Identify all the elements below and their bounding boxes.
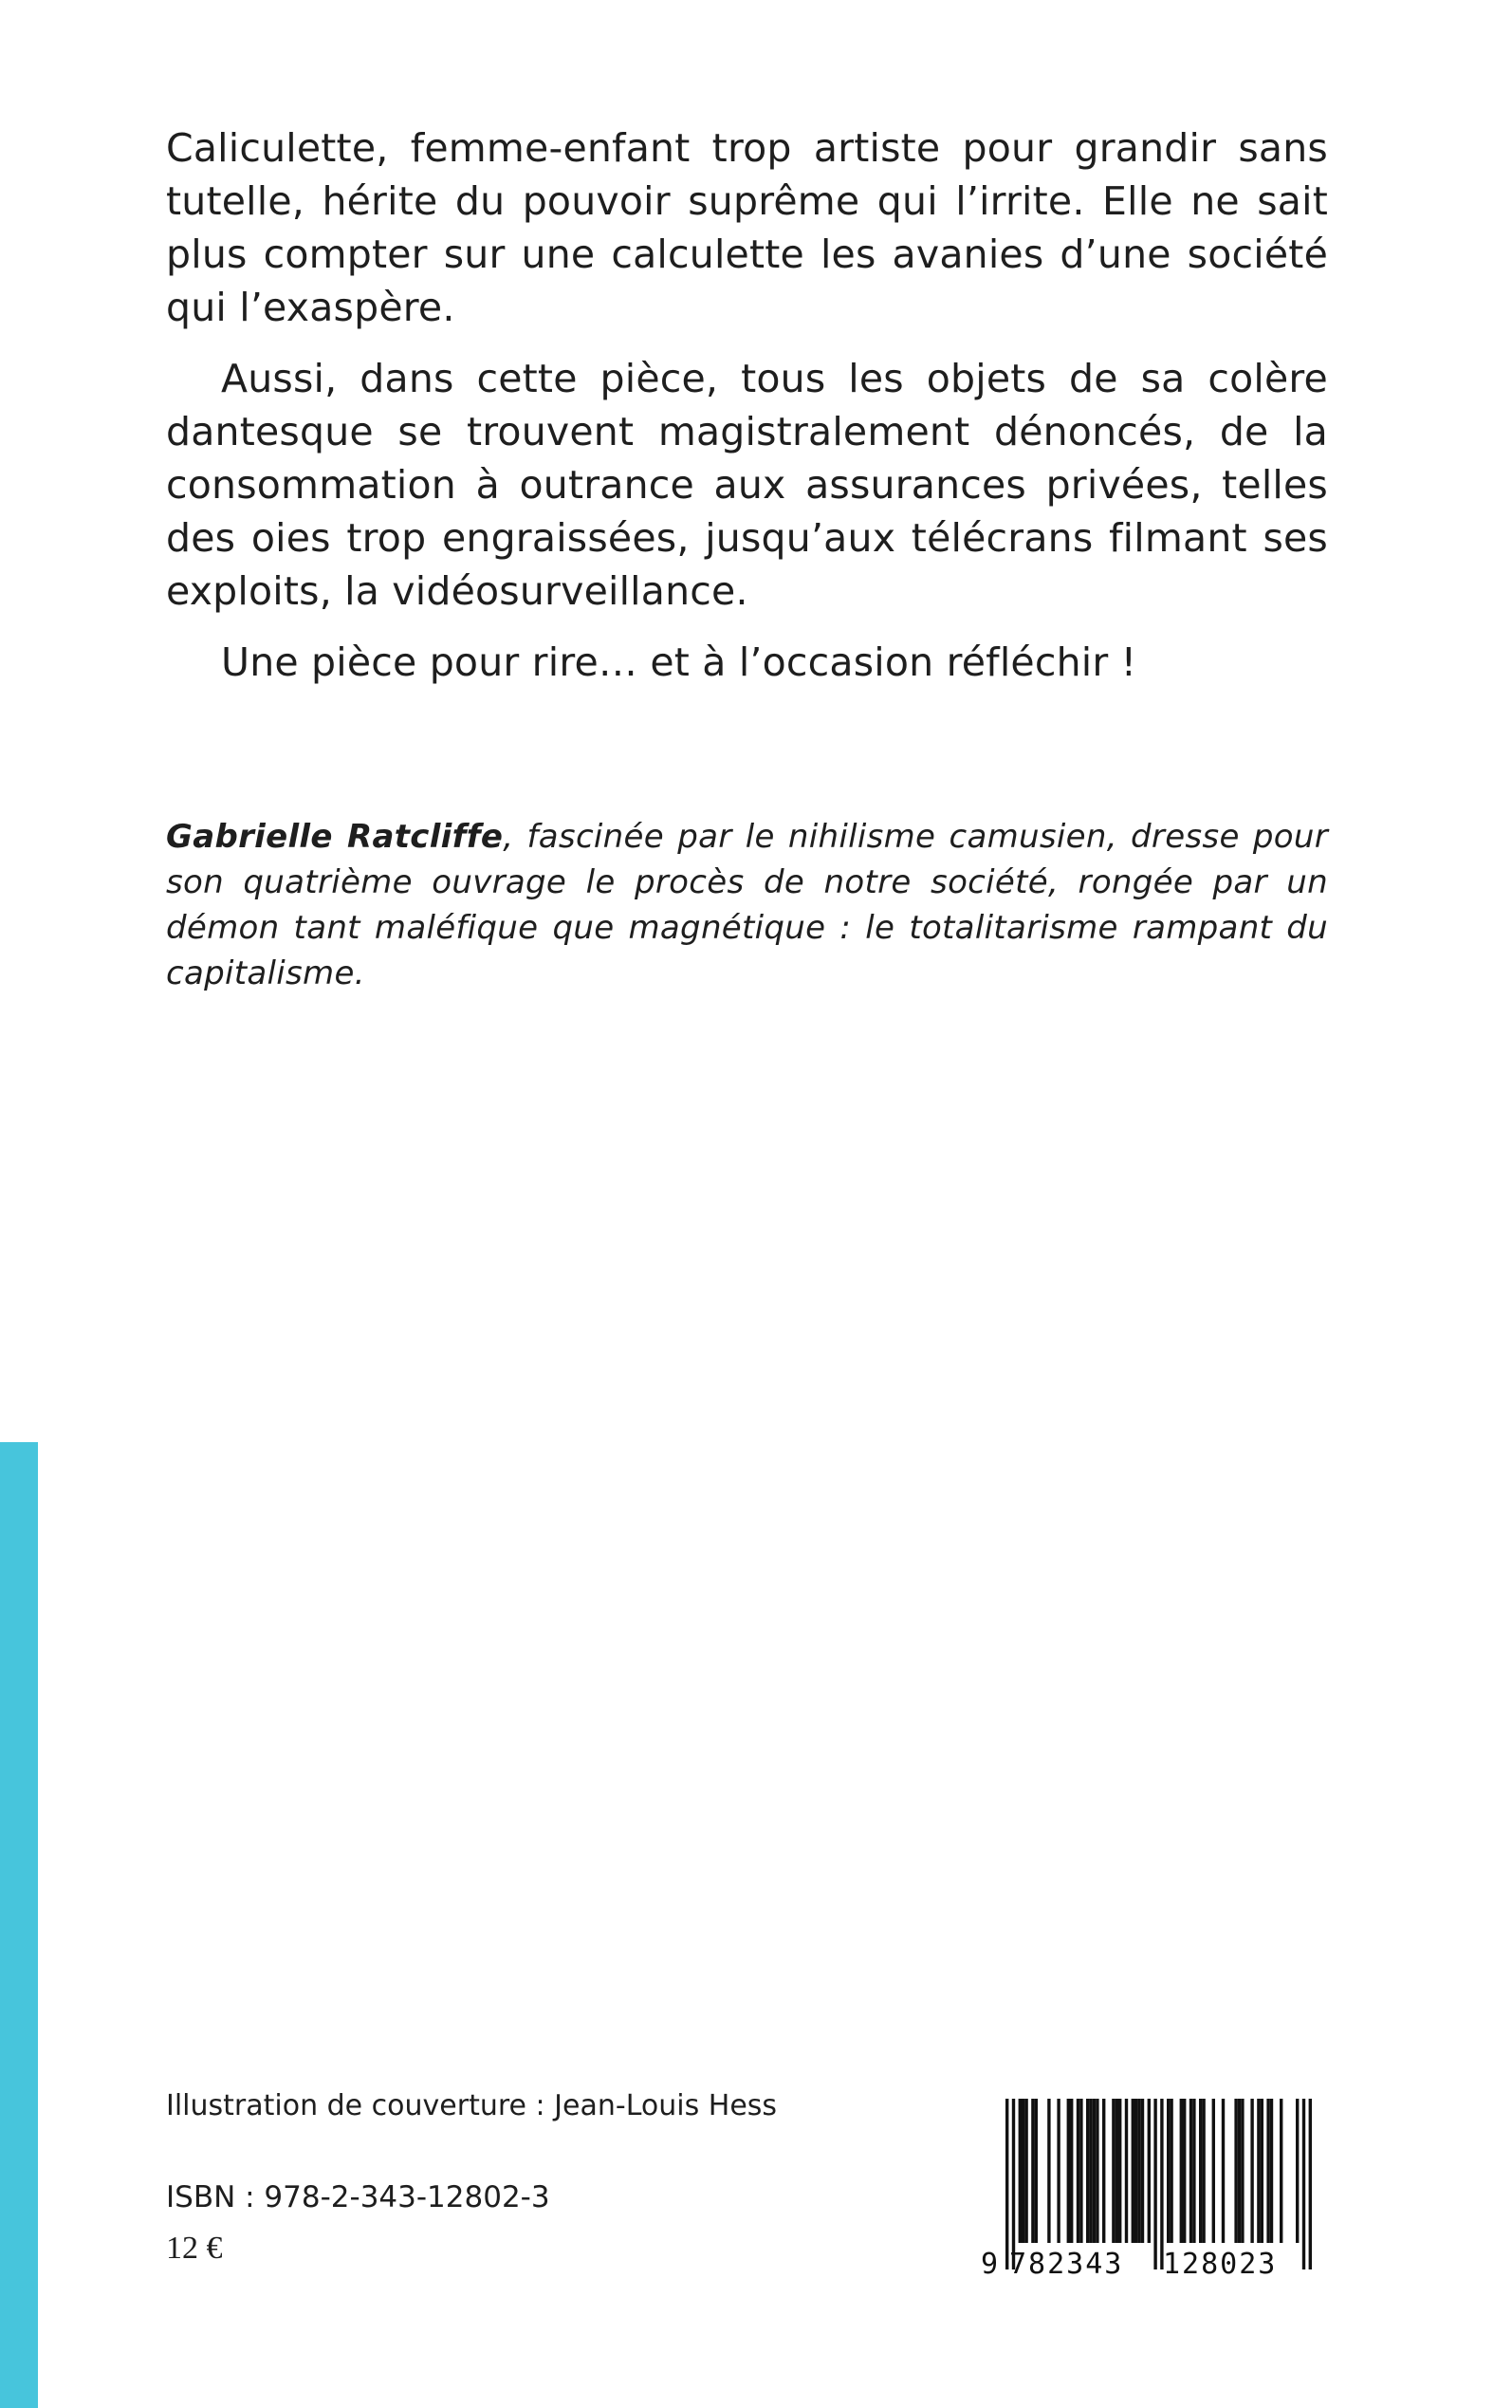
barcode-bar xyxy=(1160,2099,1163,2269)
barcode-bar xyxy=(1309,2099,1312,2269)
barcode-bar xyxy=(1148,2099,1151,2243)
barcode-bar xyxy=(1079,2099,1082,2243)
barcode-bar xyxy=(1212,2099,1215,2243)
barcode-bar xyxy=(1222,2099,1225,2243)
barcode-digit-first: 9 xyxy=(981,2248,999,2279)
barcode-bar xyxy=(1118,2099,1121,2243)
barcode-bar xyxy=(1035,2099,1038,2243)
barcode-digit-group-1: 782343 xyxy=(1009,2248,1124,2279)
isbn-label: ISBN : 978-2-343-12802-3 xyxy=(166,2180,550,2214)
barcode-bar xyxy=(1170,2099,1172,2243)
barcode-bar xyxy=(1102,2099,1105,2243)
price-label: 12 € xyxy=(166,2231,223,2266)
barcode-bar xyxy=(1270,2099,1273,2243)
barcode-bar xyxy=(1067,2099,1070,2243)
barcode-bar xyxy=(1189,2099,1192,2243)
author-bio xyxy=(166,814,1328,996)
barcode-bar xyxy=(1077,2099,1079,2243)
barcode-bar xyxy=(1125,2099,1128,2243)
barcode-digit-group-2: 128023 xyxy=(1163,2248,1278,2279)
barcode-bar xyxy=(1180,2099,1183,2243)
barcode-bar xyxy=(1261,2099,1263,2243)
barcode-bar xyxy=(1112,2099,1115,2243)
barcode-bar xyxy=(1093,2099,1096,2243)
barcode-bar xyxy=(1070,2099,1073,2243)
barcode-bar xyxy=(1134,2099,1137,2243)
barcode-bar xyxy=(1137,2099,1140,2243)
barcode-bar xyxy=(1266,2099,1269,2243)
barcode-bar xyxy=(1132,2099,1134,2243)
barcode-bar xyxy=(1012,2099,1015,2269)
barcode-bar xyxy=(1086,2099,1089,2243)
barcode-bar xyxy=(1257,2099,1260,2243)
barcode-bar xyxy=(1241,2099,1244,2243)
barcode-bar xyxy=(1167,2099,1170,2243)
blurb-paragraph: Une pièce pour rire… et à l’occasion réfléchir ! xyxy=(221,639,1137,685)
barcode-bar xyxy=(1202,2099,1205,2243)
barcode-bar xyxy=(1005,2099,1008,2269)
blurb-paragraph: Caliculette, femme-enfant trop artiste pour grandir sans tutelle, hérite du pouvoir suprême qui l’irrite. Elle ne sait plus compter sur une calculette les avanies d’une société qui l’exaspère. xyxy=(166,125,1328,330)
barcode-bar xyxy=(1153,2099,1156,2269)
barcode-bar xyxy=(1302,2099,1305,2269)
barcode-bar xyxy=(1238,2099,1241,2243)
barcode-bar xyxy=(1024,2099,1027,2243)
barcode-bar xyxy=(1031,2099,1034,2243)
barcode-bar xyxy=(1141,2099,1144,2243)
barcode-bar xyxy=(1280,2099,1282,2243)
barcode-bar xyxy=(1019,2099,1022,2243)
barcode-bar xyxy=(1234,2099,1237,2243)
barcode-graphic xyxy=(968,2099,1347,2279)
barcode-bar xyxy=(1096,2099,1098,2243)
barcode-bar xyxy=(1022,2099,1024,2243)
author-name: Gabrielle Ratcliffe xyxy=(166,818,504,856)
barcode-bar xyxy=(1250,2099,1253,2243)
side-color-stripe xyxy=(0,1442,38,2408)
back-cover-blurb xyxy=(166,121,1328,707)
barcode xyxy=(968,2099,1347,2279)
barcode-bar xyxy=(1296,2099,1299,2243)
barcode-bar xyxy=(1047,2099,1050,2243)
illustration-credit: Illustration de couverture : Jean-Louis Hess xyxy=(166,2089,778,2122)
barcode-bar xyxy=(1192,2099,1195,2243)
barcode-bar xyxy=(1183,2099,1186,2243)
author-bio-text: , fascinée par le nihilisme camusien, dresse pour son quatrième ouvrage le procès de notre société, rongée par un démon tant maléfique que magnétique : le totalitarisme rampant du capitalisme. xyxy=(166,818,1329,992)
barcode-bar xyxy=(1057,2099,1060,2243)
barcode-bar xyxy=(1199,2099,1202,2243)
barcode-bar xyxy=(1089,2099,1092,2243)
barcode-bar xyxy=(1116,2099,1118,2243)
blurb-paragraph: Aussi, dans cette pièce, tous les objets de sa colère dantesque se trouvent magistralement dénoncés, de la consommation à outrance aux assurances privées, telles des oies trop engraissées, jusqu’aux télécrans filmant ses exploits, la vidéosurveillance. xyxy=(166,356,1328,614)
